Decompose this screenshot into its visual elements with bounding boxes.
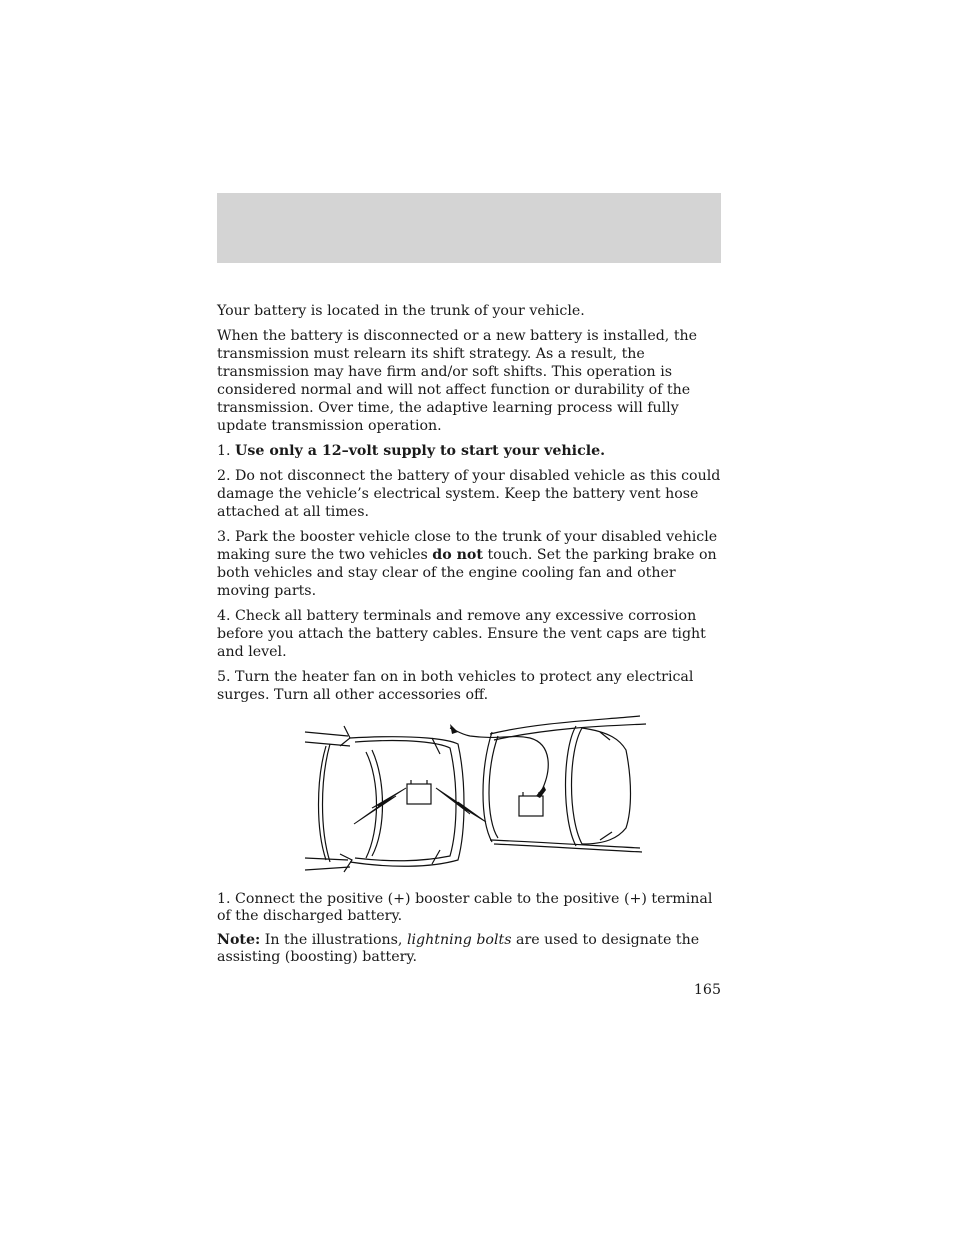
jump-start-illustration	[300, 710, 650, 880]
step-1-bold: Use only a 12–volt supply to start your vehicle.	[235, 443, 606, 459]
lightning-bolt-icon-right	[436, 788, 486, 822]
instructions-text	[217, 302, 721, 711]
two-cars-illustration	[300, 710, 650, 880]
step-1-number: 1.	[217, 443, 236, 459]
disabled-vehicle-drawing	[305, 726, 464, 872]
step-5: 5. Turn the heater fan on in both vehicles to protect any electrical surges. Turn all other accessories off.	[217, 669, 694, 703]
note-text-a: In the illustrations,	[260, 932, 407, 948]
step-3	[217, 528, 721, 600]
cable-clamp-icon	[450, 724, 458, 734]
lightning-bolt-icon-left	[354, 788, 406, 824]
relearn-paragraph: When the battery is disconnected or a new battery is installed, the transmission must relearn its shift strategy. As a result, the transmission may have firm and/or soft shifts. This operation is considered normal and will not affect function or durability of the transmission. Over time, the adaptive learning process will fully update transmission operation.	[217, 328, 698, 434]
section-header-band	[217, 193, 721, 263]
note-text-b: are used to designate the assisting (boosting) battery.	[217, 932, 700, 965]
positive-terminal-clamp-icon	[536, 786, 546, 798]
left-battery-icon	[407, 784, 431, 804]
note-label: Note:	[217, 932, 261, 948]
connect-step-1: 1. Connect the positive (+) booster cable to the positive (+) terminal of the discharged battery.	[217, 891, 713, 924]
step-3-text-b: touch. Set the parking brake on both vehicles and stay clear of the engine cooling fan and other moving parts.	[217, 547, 717, 599]
step-3-bold: do not	[432, 547, 483, 563]
step-1	[217, 442, 721, 460]
step-2: 2. Do not disconnect the battery of your disabled vehicle as this could damage the vehicle’s electrical system. Keep the battery vent hose attached at all times.	[217, 468, 721, 520]
note-paragraph	[217, 932, 721, 966]
step-4: 4. Check all battery terminals and remove any excessive corrosion before you attach the battery cables. Ensure the vent caps are tight and level.	[217, 608, 706, 660]
right-battery-icon	[519, 796, 543, 816]
booster-vehicle-drawing	[450, 716, 646, 852]
note-italic: lightning bolts	[406, 932, 512, 948]
intro-paragraph: Your battery is located in the trunk of your vehicle.	[217, 303, 585, 319]
step-3-text-a: 3. Park the booster vehicle close to the trunk of your disabled vehicle making sure the two vehicles	[217, 529, 718, 563]
connection-instructions	[217, 891, 721, 973]
page-number: 165	[693, 982, 721, 998]
